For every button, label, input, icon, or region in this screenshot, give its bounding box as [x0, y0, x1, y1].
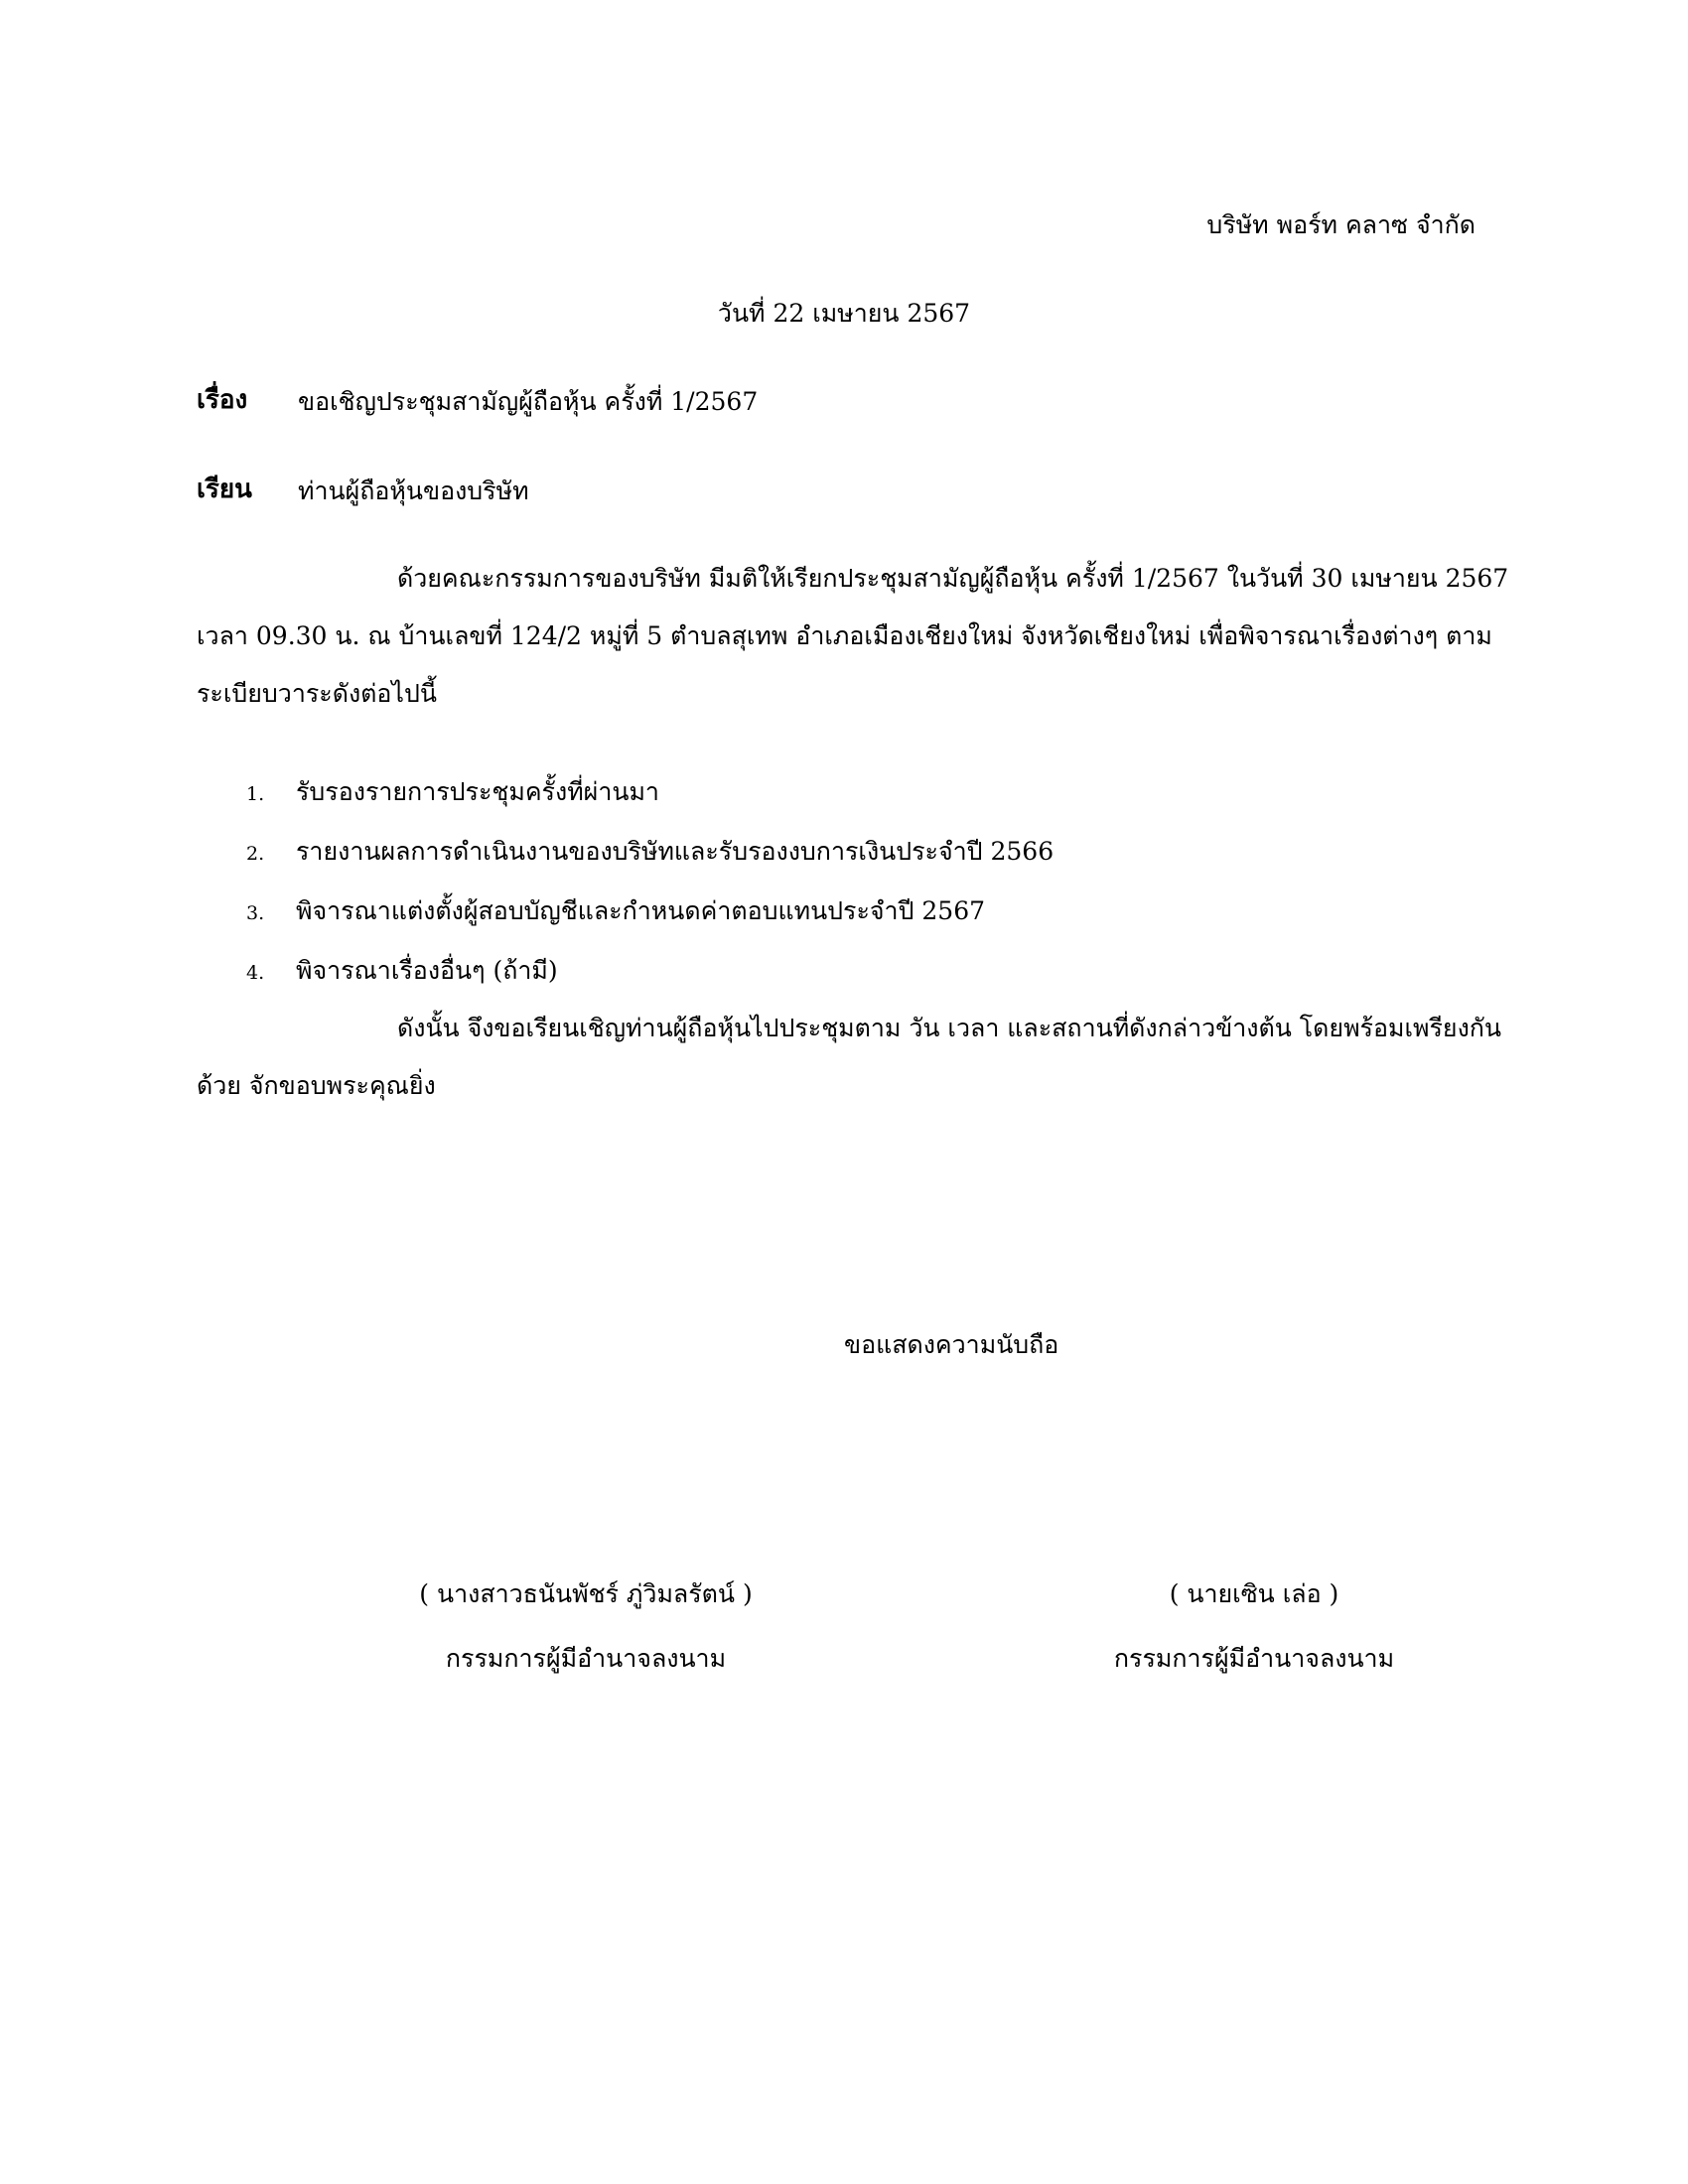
agenda-text: รับรองรายการประชุมครั้งที่ผ่านมา: [296, 777, 659, 806]
recipient-label: เรียน: [197, 475, 252, 504]
agenda-item: [246, 822, 1054, 882]
subject-text: ขอเชิญประชุมสามัญผู้ถือหุ้น ครั้งที่ 1/2567: [298, 387, 759, 416]
agenda-list: [246, 762, 1054, 1001]
agenda-number: 2.: [246, 843, 265, 865]
agenda-text: พิจารณาแต่งตั้งผู้สอบบัญชีและกำหนดค่าตอบแทนประจำปี 2567: [296, 896, 986, 925]
document-date: วันที่ 22 เมษายน 2567: [717, 299, 971, 328]
signatory-2-title: กรรมการผู้มีอำนาจลงนาม: [1113, 1644, 1395, 1673]
conclusion-line: ด้วย จักขอบพระคุณยิ่ง: [197, 1071, 436, 1100]
intro-line: ระเบียบวาระดังต่อไปนี้: [197, 679, 437, 708]
agenda-item: [246, 941, 1054, 1001]
agenda-text: รายงานผลการดำเนินงานของบริษัทและรับรองงบการเงินประจำปี 2566: [296, 837, 1055, 866]
agenda-text: พิจารณาเรื่องอื่นๆ (ถ้ามี): [296, 956, 558, 985]
signatory-1-title: กรรมการผู้มีอำนาจลงนาม: [445, 1644, 727, 1673]
agenda-number: 4.: [246, 962, 265, 984]
conclusion-line: ดังนั้น จึงขอเรียนเชิญท่านผู้ถือหุ้นไปประชุมตาม วัน เวลา และสถานที่ดังกล่าวข้างต้น โดยพร้อมเพรียงกัน: [397, 1014, 1501, 1042]
company-name: บริษัท พอร์ท คลาซ จำกัด: [1206, 210, 1476, 239]
conclusion-paragraph: [197, 1000, 1501, 1115]
intro-line: เวลา 09.30 น. ณ บ้านเลขที่ 124/2 หมู่ที่ 5 ตำบลสุเทพ อำเภอเมืองเชียงใหม่ จังหวัดเชียงใหม่ เพื่อพิจารณาเรื่องต่างๆ ตาม: [197, 621, 1492, 650]
signatory-2-name: ( นายเซิน เล่อ ): [1169, 1579, 1339, 1608]
recipient-text: ท่านผู้ถือหุ้นของบริษัท: [298, 477, 529, 505]
intro-line: ด้วยคณะกรรมการของบริษัท มีมติให้เรียกประชุมสามัญผู้ถือหุ้น ครั้งที่ 1/2567 ในวันที่ 30 เมษายน 2567: [397, 564, 1509, 593]
agenda-number: 1.: [246, 783, 265, 805]
agenda-item: [246, 882, 1054, 941]
agenda-number: 3.: [246, 902, 265, 924]
intro-paragraph: [197, 550, 1509, 723]
signatory-1-name: ( นางสาวธนันพัชร์ ภู่วิมลรัตน์ ): [419, 1579, 753, 1608]
closing-salutation: ขอแสดงความนับถือ: [844, 1330, 1059, 1359]
subject-label: เรื่อง: [197, 385, 248, 415]
agenda-item: [246, 762, 1054, 822]
